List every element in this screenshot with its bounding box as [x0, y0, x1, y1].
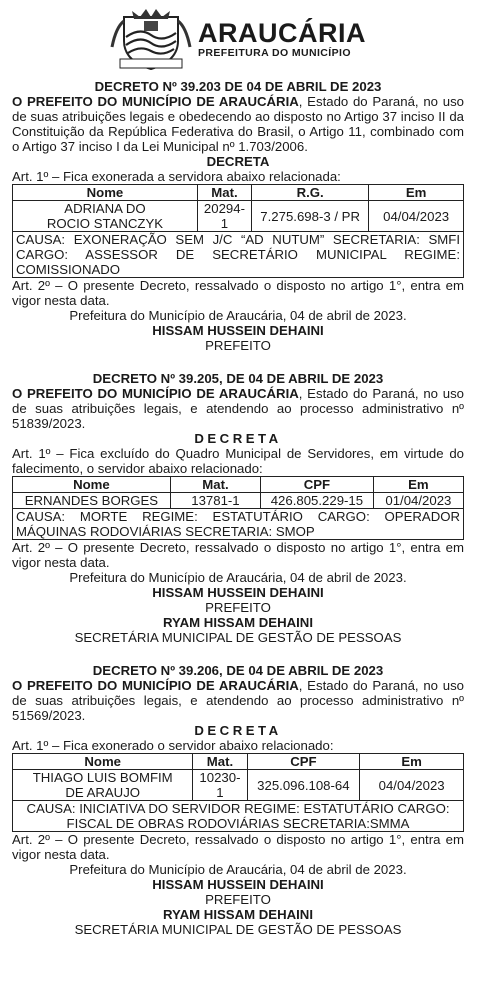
intro-authority: O PREFEITO DO MUNICÍPIO DE ARAUCÁRIA	[12, 386, 299, 401]
servant-table	[12, 753, 464, 801]
col-nome: Nome	[13, 477, 171, 493]
intro-authority: O PREFEITO DO MUNICÍPIO DE ARAUCÁRIA	[12, 94, 299, 109]
place-date: Prefeitura do Município de Araucária, 04 de abril de 2023.	[69, 570, 407, 585]
signatory-name: HISSAM HUSSEIN DEHAINI	[152, 877, 324, 892]
cell-rg: 7.275.698-3 / PR	[252, 201, 369, 232]
cell-cpf: 426.805.229-15	[261, 493, 374, 509]
table-row	[13, 493, 464, 509]
table-header-row	[13, 185, 464, 201]
cell-em: 04/04/2023	[369, 201, 464, 232]
cell-nome: ERNANDES BORGES	[13, 493, 171, 509]
col-mat: Mat.	[170, 477, 260, 493]
table-header-row	[13, 477, 464, 493]
signatory-role: PREFEITO	[205, 892, 271, 907]
cell-mat: 20294-1	[197, 201, 251, 232]
table-row	[13, 770, 464, 801]
article-1: Art. 1º – Fica exonerado o servidor abaixo relacionado:	[12, 738, 334, 753]
signatory-role: PREFEITO	[205, 338, 271, 353]
brand-name: ARAUCÁRIA	[198, 17, 366, 48]
cell-em: 04/04/2023	[360, 770, 464, 801]
col-em: Em	[373, 477, 463, 493]
cell-mat: 10230-1	[193, 770, 247, 801]
decree-title: DECRETO Nº 39.206, DE 04 DE ABRIL DE 2023	[92, 663, 384, 678]
cell-mat: 13781-1	[170, 493, 260, 509]
decree-intro	[12, 94, 464, 154]
decreta-heading: DECRETA	[194, 723, 282, 738]
secretary-role: SECRETÁRIA MUNICIPAL DE GESTÃO DE PESSOAS	[74, 922, 402, 937]
col-cpf: CPF	[247, 754, 360, 770]
decreta-heading: DECRETA	[194, 431, 282, 446]
place-date: Prefeitura do Município de Araucária, 04 de abril de 2023.	[69, 862, 407, 877]
cell-nome: ADRIANA DO ROCIO STANCZYK	[13, 201, 198, 232]
intro-text: , Estado do Paraná, no uso de suas atribuições legais e obedecendo ao disposto no Artigo 37 inciso II da Constituição da República Federativa do Brasil, o Artigo 11, combinado com o Artigo 37 inciso I da Lei Municipal nº 1.703/2006.	[12, 94, 464, 154]
signatory-name: HISSAM HUSSEIN DEHAINI	[152, 323, 324, 338]
col-nome: Nome	[13, 754, 193, 770]
secretary-role: SECRETÁRIA MUNICIPAL DE GESTÃO DE PESSOAS	[74, 630, 402, 645]
intro-text: , Estado do Paraná, no uso de suas atribuições legais, e atendendo ao processo administrativo nº 51569/2023.	[12, 678, 464, 723]
signatory-name: HISSAM HUSSEIN DEHAINI	[152, 585, 324, 600]
decree-39203	[12, 79, 464, 353]
decree-title: DECRETO Nº 39.205, DE 04 DE ABRIL DE 2023	[92, 371, 384, 386]
col-nome: Nome	[13, 185, 198, 201]
cell-nome: THIAGO LUIS BOMFIM DE ARAUJO	[13, 770, 193, 801]
intro-authority: O PREFEITO DO MUNICÍPIO DE ARAUCÁRIA	[12, 678, 299, 693]
col-rg: R.G.	[252, 185, 369, 201]
servant-table	[12, 184, 464, 232]
col-em: Em	[369, 185, 464, 201]
secretary-name: RYAM HISSAM DEHAINI	[163, 907, 313, 922]
table-row	[13, 201, 464, 232]
decreta-heading: DECRETA	[206, 154, 270, 169]
decree-39205	[12, 371, 464, 645]
brand	[198, 17, 366, 59]
causa-box: CAUSA: EXONERAÇÃO SEM J/C “AD NUTUM” SECRETARIA: SMFI CARGO: ASSESSOR DE SECRETÁRIO MUNICIPAL REGIME: COMISSIONADO	[12, 232, 464, 278]
decree-39206	[12, 663, 464, 937]
cell-cpf: 325.096.108-64	[247, 770, 360, 801]
header	[12, 0, 464, 72]
intro-text: , Estado do Paraná, no uso de suas atribuições legais, e atendendo ao processo administrativo nº 51839/2023.	[12, 386, 464, 431]
causa-box: CAUSA: MORTE REGIME: ESTATUTÁRIO CARGO: OPERADOR MÁQUINAS RODOVIÁRIAS SECRETARIA: SMOP	[12, 509, 464, 540]
col-mat: Mat.	[197, 185, 251, 201]
decree-intro	[12, 386, 464, 431]
signatory-role: PREFEITO	[205, 600, 271, 615]
table-header-row	[13, 754, 464, 770]
decree-intro	[12, 678, 464, 723]
col-em: Em	[360, 754, 464, 770]
article-2: Art. 2º – O presente Decreto, ressalvado o disposto no artigo 1°, entra em vigor nesta data.	[12, 278, 464, 308]
brand-subtitle: PREFEITURA DO MUNICÍPIO	[198, 46, 351, 59]
cell-em: 01/04/2023	[373, 493, 463, 509]
secretary-name: RYAM HISSAM DEHAINI	[163, 615, 313, 630]
decree-title: DECRETO Nº 39.203 DE 04 DE ABRIL DE 2023	[94, 79, 382, 94]
article-2: Art. 2º – O presente Decreto, ressalvado o disposto no artigo 1°, entra em vigor nesta data.	[12, 540, 464, 570]
city-crest-logo	[110, 7, 192, 71]
col-cpf: CPF	[261, 477, 374, 493]
causa-box: CAUSA: INICIATIVA DO SERVIDOR REGIME: ESTATUTÁRIO CARGO: FISCAL DE OBRAS RODOVIÁRIAS SECRETARIA:SMMA	[12, 801, 464, 832]
article-1: Art. 1º – Fica excluído do Quadro Municipal de Servidores, em virtude do falecimento, o servidor abaixo relacionado:	[12, 446, 464, 476]
place-date: Prefeitura do Município de Araucária, 04 de abril de 2023.	[69, 308, 407, 323]
servant-table	[12, 476, 464, 509]
article-2: Art. 2º – O presente Decreto, ressalvado o disposto no artigo 1°, entra em vigor nesta data.	[12, 832, 464, 862]
article-1: Art. 1º – Fica exonerada a servidora abaixo relacionada:	[12, 169, 341, 184]
col-mat: Mat.	[193, 754, 247, 770]
